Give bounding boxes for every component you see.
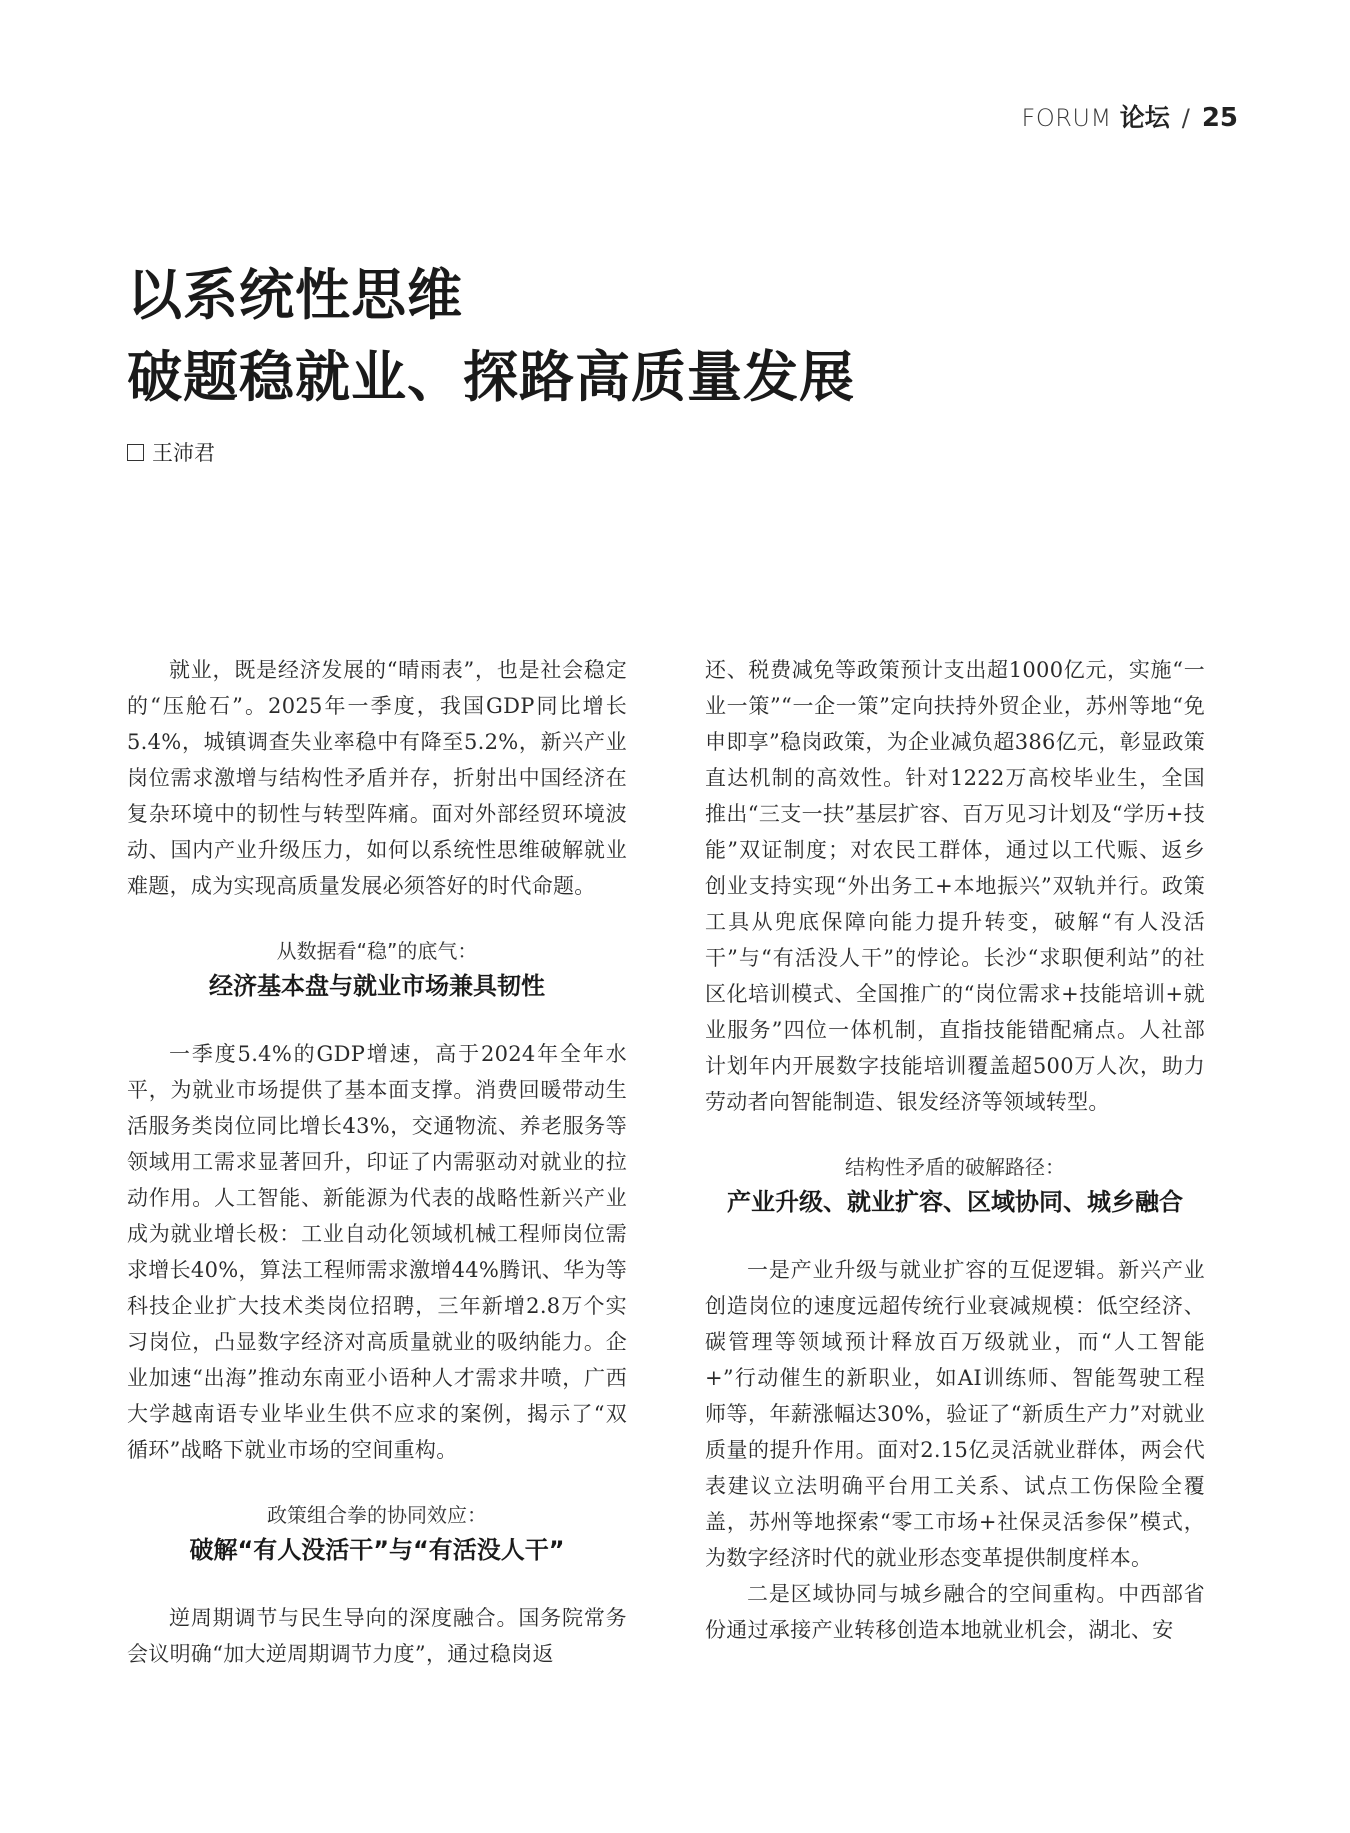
paragraph: 就业，既是经济发展的“晴雨表”，也是社会稳定的“压舱石”。2025年一季度，我国GDP同比增长5.4%，城镇调查失业率稳中有降至5.2%，新兴产业岗位需求激增与结构性矛盾并存，折射出中国经济在复杂环境中的韧性与转型阵痛。面对外部经贸环境波动、国内产业升级压力，如何以系统性思维破解就业难题，成为实现高质量发展必须答好的时代命题。 xyxy=(127,658,627,898)
paragraph: 二是区域协同与城乡融合的空间重构。中西部省份通过承接产业转移创造本地就业机会，湖北、安 xyxy=(705,1582,1205,1642)
right-column xyxy=(705,652,1205,1648)
section-heading xyxy=(705,1152,1205,1222)
article-title xyxy=(127,254,855,418)
title-line-1: 以系统性思维 xyxy=(127,263,464,327)
running-header xyxy=(1022,98,1238,134)
paragraph: 一季度5.4%的GDP增速，高于2024年全年水平，为就业市场提供了基本面支撑。消费回暖带动生活服务类岗位同比增长43%，交通物流、养老服务等领域用工需求显著回升，印证了内需驱动对就业的拉动作用。人工智能、新能源为代表的战略性新兴产业成为就业增长极：工业自动化领域机械工程师岗位需求增长40%，算法工程师需求激增44%腾讯、华为等科技企业扩大技术类岗位招聘，三年新增2.8万个实习岗位，凸显数字经济对高质量就业的吸纳能力。企业加速“出海”推动东南亚小语种人才需求井喷，广西大学越南语专业毕业生供不应求的案例，揭示了“双循环”战略下就业市场的空间重构。 xyxy=(127,1042,627,1462)
section-main-heading: 产业升级、就业扩容、区域协同、城乡融合 xyxy=(727,1188,1183,1216)
section-subheading: 政策组合拳的协同效应： xyxy=(267,1503,487,1527)
paragraph: 一是产业升级与就业扩容的互促逻辑。新兴产业创造岗位的速度远超传统行业衰减规模：低空经济、碳管理等领域预计释放百万级就业，而“人工智能+”行动催生的新职业，如AI训练师、智能驾驶工程师等，年薪涨幅达30%，验证了“新质生产力”对就业质量的提升作用。面对2.15亿灵活就业群体，两会代表建议立法明确平台用工关系、试点工伤保险全覆盖，苏州等地探索“零工市场+社保灵活参保”模式，为数字经济时代的就业形态变革提供制度样本。 xyxy=(705,1258,1205,1570)
paragraph-continued: 还、税费减免等政策预计支出超1000亿元，实施“一业一策”“一企一策”定向扶持外贸企业，苏州等地“免申即享”稳岗政策，为企业减负超386亿元，彰显政策直达机制的高效性。针对1222万高校毕业生，全国推出“三支一扶”基层扩容、百万见习计划及“学历+技能”双证制度；对农民工群体，通过以工代赈、返乡创业支持实现“外出务工+本地振兴”双轨并行。政策工具从兜底保障向能力提升转变，破解“有人没活干”与“有活没人干”的悖论。长沙“求职便利站”的社区化培训模式、全国推广的“岗位需求+技能培训+就业服务”四位一体机制，直指技能错配痛点。人社部计划年内开展数字技能培训覆盖超500万人次，助力劳动者向智能制造、银发经济等领域转型。 xyxy=(705,658,1205,1114)
section-name-cn: 论坛 xyxy=(1119,103,1170,132)
title-line-2: 破题稳就业、探路高质量发展 xyxy=(127,345,856,409)
section-name-en: FORUM xyxy=(1021,104,1112,132)
section-subheading: 从数据看“稳”的底气： xyxy=(276,939,478,963)
section-main-heading: 破解“有人没活干”与“有活没人干” xyxy=(189,1536,565,1564)
author-name: 王沛君 xyxy=(152,441,215,465)
section-heading xyxy=(127,1500,627,1570)
section-heading xyxy=(127,936,627,1006)
page-number: 25 xyxy=(1201,103,1238,133)
square-icon xyxy=(127,444,144,461)
paragraph: 逆周期调节与民生导向的深度融合。国务院常务会议明确“加大逆周期调节力度”，通过稳岗返 xyxy=(127,1606,627,1666)
section-subheading: 结构性矛盾的破解路径： xyxy=(845,1155,1065,1179)
header-separator: / xyxy=(1181,104,1190,132)
left-column xyxy=(127,652,627,1672)
section-main-heading: 经济基本盘与就业市场兼具韧性 xyxy=(209,972,545,1000)
author-byline xyxy=(127,437,215,467)
